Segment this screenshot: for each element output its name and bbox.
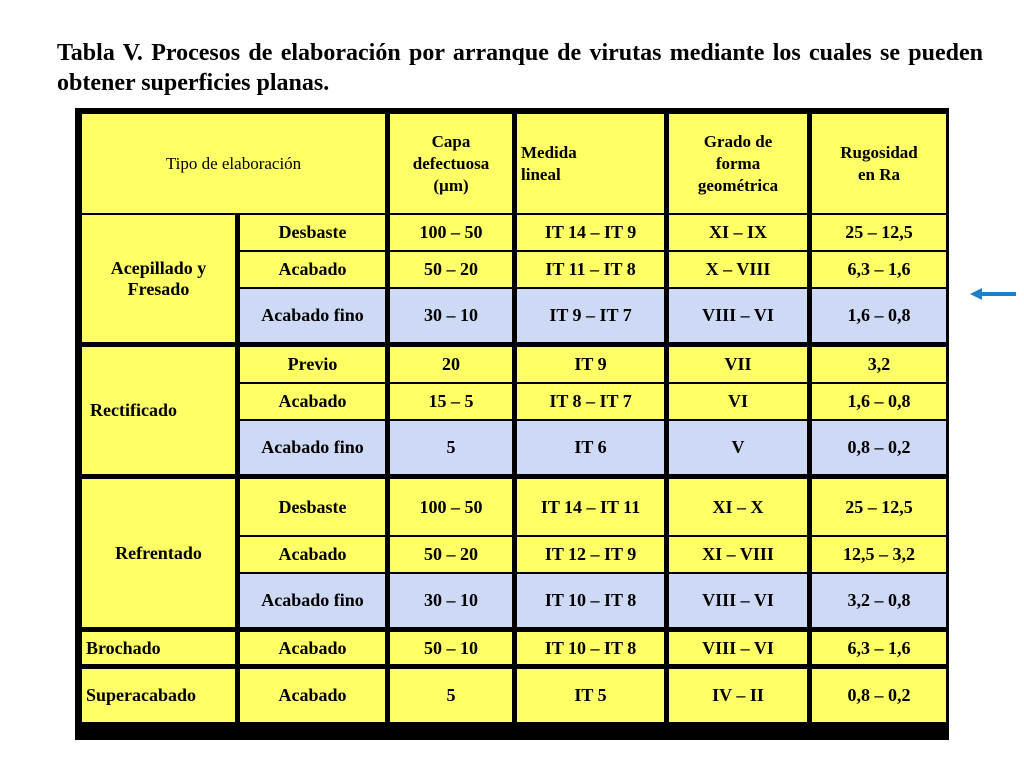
medida-cell: IT 11 – IT 8 bbox=[516, 251, 668, 288]
grado-cell: VIII – VI bbox=[668, 288, 811, 346]
rugosidad-cell: 6,3 – 1,6 bbox=[811, 631, 947, 668]
medida-cell: IT 10 – IT 8 bbox=[516, 573, 668, 631]
medida-cell: IT 5 bbox=[516, 668, 668, 726]
medida-cell: IT 12 – IT 9 bbox=[516, 536, 668, 573]
table-row bbox=[81, 478, 947, 536]
page-title: Tabla V. Procesos de elaboración por arranque de virutas mediante los cuales se pueden obtener superficies planas. bbox=[57, 40, 983, 96]
process-cell: Brochado bbox=[81, 631, 239, 668]
grado-cell: XI – VIII bbox=[668, 536, 811, 573]
capa-cell: 50 – 20 bbox=[389, 251, 516, 288]
process-cell: Rectificado bbox=[81, 346, 239, 478]
header-capa: Capa defectuosa (µm) bbox=[389, 113, 516, 214]
operation-cell: Acabado fino bbox=[239, 573, 389, 631]
rugosidad-cell: 0,8 – 0,2 bbox=[811, 420, 947, 478]
operation-cell: Acabado fino bbox=[239, 420, 389, 478]
capa-cell: 5 bbox=[389, 668, 516, 726]
medida-cell: IT 14 – IT 11 bbox=[516, 478, 668, 536]
operation-cell: Acabado bbox=[239, 668, 389, 726]
rugosidad-cell: 3,2 – 0,8 bbox=[811, 573, 947, 631]
header-grado: Grado de forma geométrica bbox=[668, 113, 811, 214]
rugosidad-cell: 25 – 12,5 bbox=[811, 478, 947, 536]
header-row bbox=[81, 113, 947, 214]
header-tipo: Tipo de elaboración bbox=[81, 113, 389, 214]
grado-cell: V bbox=[668, 420, 811, 478]
grado-cell: VII bbox=[668, 346, 811, 383]
medida-cell: IT 8 – IT 7 bbox=[516, 383, 668, 420]
operation-cell: Acabado bbox=[239, 383, 389, 420]
grado-cell: VIII – VI bbox=[668, 631, 811, 668]
operation-cell: Previo bbox=[239, 346, 389, 383]
capa-cell: 5 bbox=[389, 420, 516, 478]
capa-cell: 100 – 50 bbox=[389, 478, 516, 536]
medida-cell: IT 10 – IT 8 bbox=[516, 631, 668, 668]
table-row bbox=[81, 668, 947, 726]
capa-cell: 50 – 20 bbox=[389, 536, 516, 573]
grado-cell: XI – IX bbox=[668, 214, 811, 251]
capa-cell: 50 – 10 bbox=[389, 631, 516, 668]
rugosidad-cell: 3,2 bbox=[811, 346, 947, 383]
rugosidad-cell: 0,8 – 0,2 bbox=[811, 668, 947, 726]
rugosidad-cell: 6,3 – 1,6 bbox=[811, 251, 947, 288]
medida-cell: IT 9 bbox=[516, 346, 668, 383]
grado-cell: VIII – VI bbox=[668, 573, 811, 631]
grado-cell: IV – II bbox=[668, 668, 811, 726]
medida-cell: IT 14 – IT 9 bbox=[516, 214, 668, 251]
process-cell: Acepillado y Fresado bbox=[81, 214, 239, 346]
operation-cell: Desbaste bbox=[239, 214, 389, 251]
capa-cell: 30 – 10 bbox=[389, 573, 516, 631]
rugosidad-cell: 1,6 – 0,8 bbox=[811, 288, 947, 346]
process-table bbox=[75, 108, 949, 740]
operation-cell: Acabado fino bbox=[239, 288, 389, 346]
process-cell: Superacabado bbox=[81, 668, 239, 726]
operation-cell: Desbaste bbox=[239, 478, 389, 536]
arrow-left-icon bbox=[968, 287, 1018, 301]
table-row bbox=[81, 631, 947, 668]
grado-cell: VI bbox=[668, 383, 811, 420]
grado-cell: X – VIII bbox=[668, 251, 811, 288]
table-row bbox=[81, 214, 947, 251]
operation-cell: Acabado bbox=[239, 536, 389, 573]
rugosidad-cell: 1,6 – 0,8 bbox=[811, 383, 947, 420]
capa-cell: 30 – 10 bbox=[389, 288, 516, 346]
header-medida: Medida lineal bbox=[516, 113, 668, 214]
rugosidad-cell: 12,5 – 3,2 bbox=[811, 536, 947, 573]
rugosidad-cell: 25 – 12,5 bbox=[811, 214, 947, 251]
operation-cell: Acabado bbox=[239, 631, 389, 668]
capa-cell: 20 bbox=[389, 346, 516, 383]
capa-cell: 100 – 50 bbox=[389, 214, 516, 251]
grado-cell: XI – X bbox=[668, 478, 811, 536]
capa-cell: 15 – 5 bbox=[389, 383, 516, 420]
process-cell: Refrentado bbox=[81, 478, 239, 631]
header-rugosidad: Rugosidad en Ra bbox=[811, 113, 947, 214]
table-row bbox=[81, 346, 947, 383]
operation-cell: Acabado bbox=[239, 251, 389, 288]
medida-cell: IT 6 bbox=[516, 420, 668, 478]
medida-cell: IT 9 – IT 7 bbox=[516, 288, 668, 346]
